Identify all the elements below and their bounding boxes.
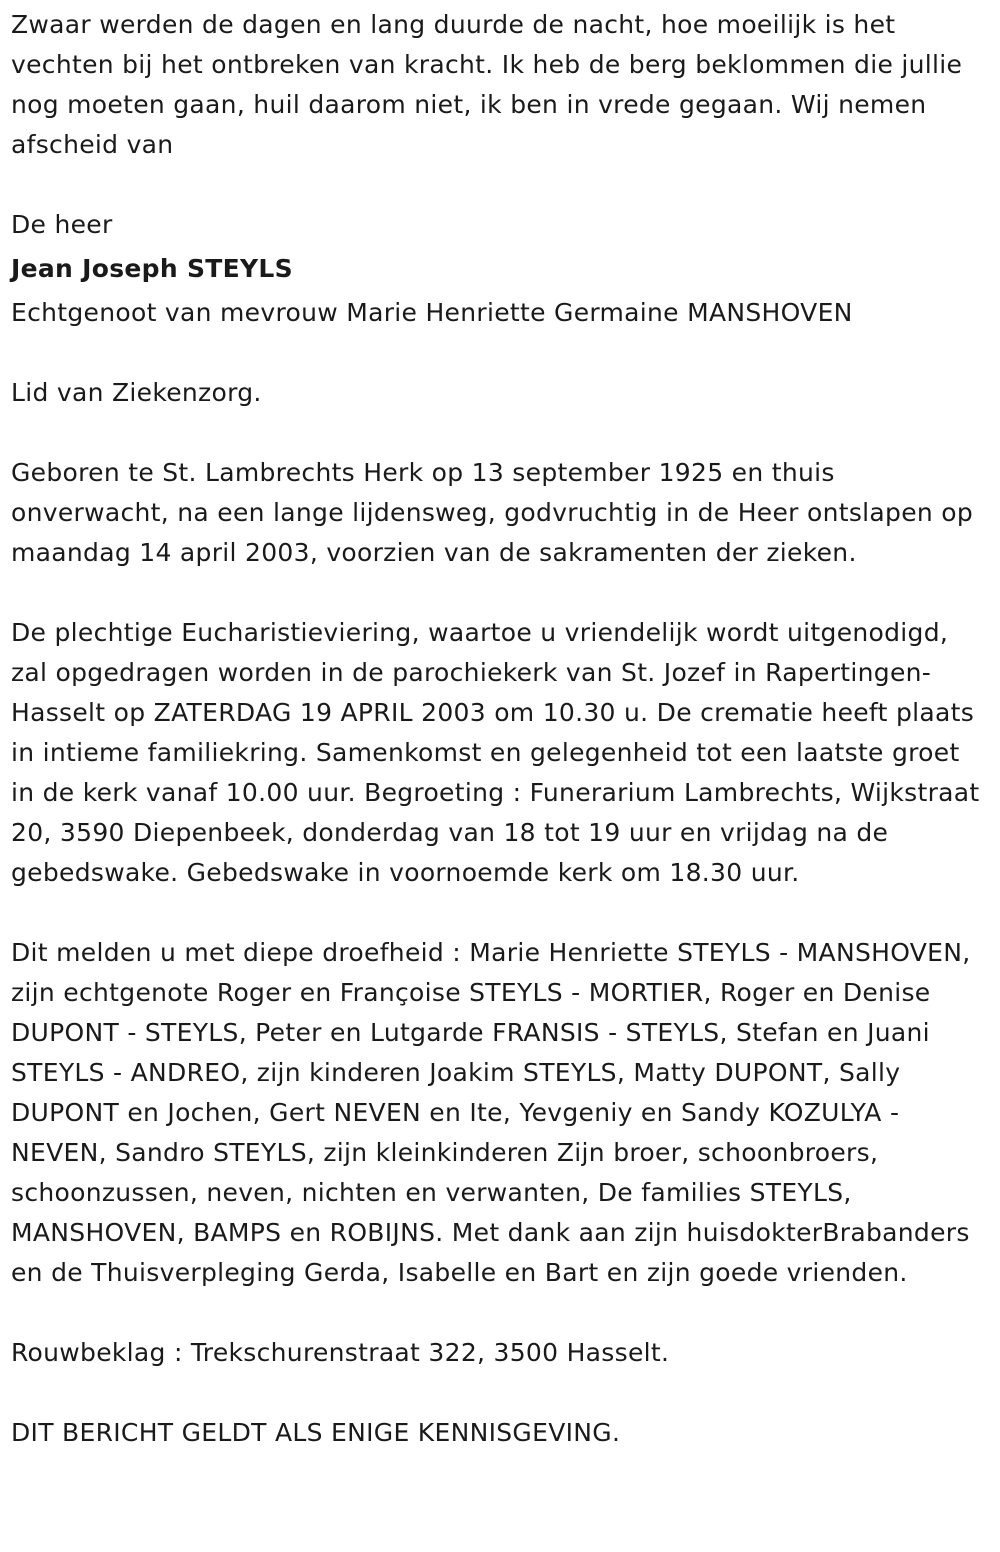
condolence-address: Rouwbeklag : Trekschurenstraat 322, 3500 Hasselt. [11, 1338, 670, 1367]
poem-paragraph: Zwaar werden de dagen en lang duurde de nacht, hoe moeilijk is het vechten bij het ontbreken van kracht. Ik heb de berg beklommen die jullie nog moeten gaan, huil daarom niet, ik ben in vrede gegaan. Wij nemen afscheid van [11, 10, 963, 159]
notice-line: DIT BERICHT GELDT ALS ENIGE KENNISGEVING. [11, 1418, 621, 1447]
spouse-line: Echtgenoot van mevrouw Marie Henriette Germaine MANSHOVEN [11, 298, 853, 327]
ceremony-paragraph: De plechtige Eucharistieviering, waartoe u vriendelijk wordt uitgenodigd, zal opgedragen worden in de parochiekerk van St. Jozef in Rapertingen-Hasselt op ZATERDAG 19 APRIL 2003 om 10.30 u. De crematie heeft plaats in intieme familiekring. Samenkomst en gelegenheid tot een laatste groet in de kerk vanaf 10.00 uur. Begroeting : Funerarium Lambrechts, Wijkstraat 20, 3590 Diepenbeek, donderdag van 18 tot 19 uur en vrijdag na de gebedswake. Gebedswake in voornoemde kerk om 18.30 uur. [11, 618, 980, 887]
deceased-name: Jean Joseph STEYLS [11, 254, 293, 283]
membership-line: Lid van Ziekenzorg. [11, 378, 262, 407]
family-paragraph: Dit melden u met diepe droefheid : Marie Henriette STEYLS - MANSHOVEN, zijn echtgenote Roger en Françoise STEYLS - MORTIER, Roger en Denise DUPONT - STEYLS, Peter en Lutgarde FRANSIS - STEYLS, Stefan en Juani STEYLS - ANDREO, zijn kinderen Joakim STEYLS, Matty DUPONT, Sally DUPONT en Jochen, Gert NEVEN en Ite, Yevgeniy en Sandy KOZULYA - NEVEN, Sandro STEYLS, zijn kleinkinderen Zijn broer, schoonbroers, schoonzussen, neven, nichten en verwanten, De families STEYLS, MANSHOVEN, BAMPS en ROBIJNS. Met dank aan zijn huisdokterBrabanders en de Thuisverpleging Gerda, Isabelle en Bart en zijn goede vrienden. [11, 938, 971, 1287]
salutation: De heer [11, 210, 113, 239]
birth-death-paragraph: Geboren te St. Lambrechts Herk op 13 september 1925 en thuis onverwacht, na een lange lijdensweg, godvruchtig in de Heer ontslapen op maandag 14 april 2003, voorzien van de sakramenten der zieken. [11, 458, 974, 567]
